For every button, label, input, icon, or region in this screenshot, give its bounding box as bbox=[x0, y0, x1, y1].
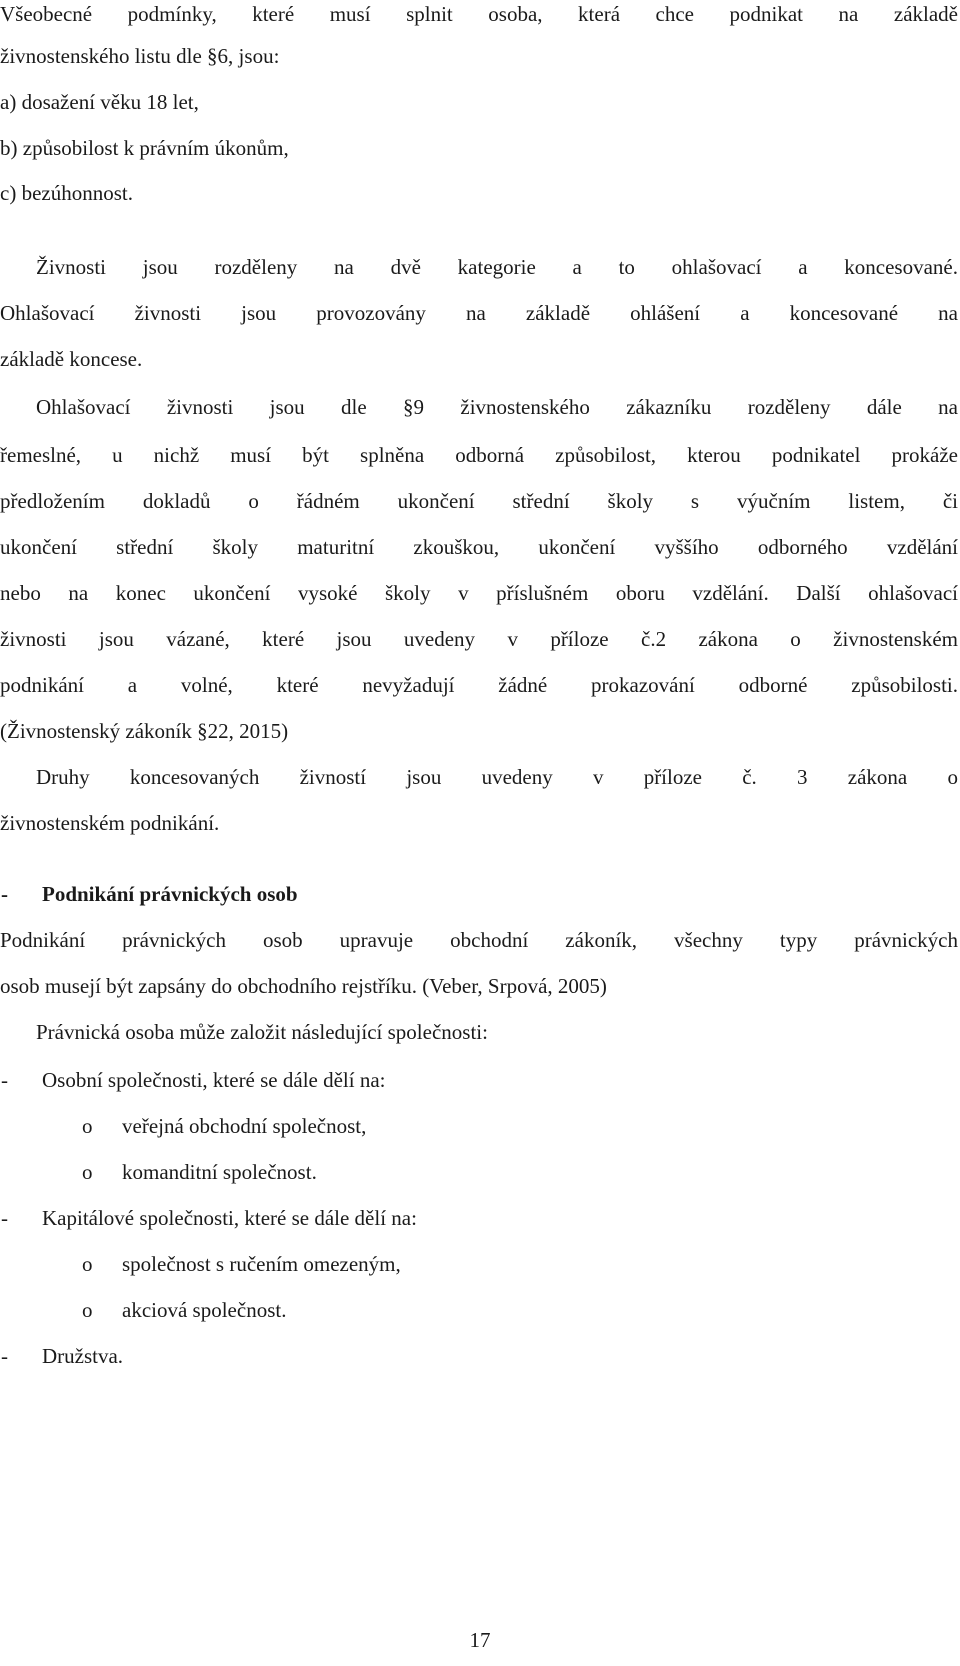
list-line-c: c) bezúhonnost. bbox=[0, 181, 133, 205]
dash-bullet: - bbox=[1, 1344, 8, 1368]
paragraph-line: živnostenského listu dle §6, jsou: bbox=[0, 44, 280, 68]
paragraph-line: Právnická osoba může založit následující společnosti: bbox=[36, 1020, 488, 1044]
list-item-text: společnost s ručením omezeným, bbox=[122, 1252, 401, 1276]
paragraph-line: osob musejí být zapsány do obchodního rejstříku. (Veber, Srpová, 2005) bbox=[0, 974, 607, 998]
list-item-text: Osobní společnosti, které se dále dělí na: bbox=[42, 1068, 386, 1092]
paragraph-line: nebo na konec ukončení vysoké školy v příslušném oboru vzdělání. Další ohlašovací bbox=[0, 581, 958, 605]
paragraph-line: Druhy koncesovaných živností jsou uvedeny v příloze č. 3 zákona o bbox=[36, 765, 958, 789]
heading-text: Podnikání právnických osob bbox=[42, 882, 298, 906]
paragraph-line: předložením dokladů o řádném ukončení střední školy s výučním listem, či bbox=[0, 489, 958, 513]
dash-bullet: - bbox=[1, 1068, 8, 1092]
list-line-a: a) dosažení věku 18 let, bbox=[0, 90, 199, 114]
paragraph-line: živnosti jsou vázané, které jsou uvedeny v příloze č.2 zákona o živnostenském bbox=[0, 627, 958, 651]
paragraph-line: Všeobecné podmínky, které musí splnit osoba, která chce podnikat na základě bbox=[0, 2, 958, 26]
paragraph-line: živnostenském podnikání. bbox=[0, 811, 220, 835]
list-item-text: Družstva. bbox=[42, 1344, 124, 1368]
dash-bullet: - bbox=[1, 1206, 8, 1230]
paragraph-line: Podnikání právnických osob upravuje obchodní zákoník, všechny typy právnických bbox=[0, 928, 958, 952]
circle-bullet: o bbox=[82, 1160, 93, 1184]
paragraph-line: Ohlašovací živnosti jsou dle §9 živnostenského zákazníku rozděleny dále na bbox=[36, 395, 958, 419]
circle-bullet: o bbox=[82, 1252, 93, 1276]
page-number: 17 bbox=[469, 1628, 491, 1652]
list-line-b: b) způsobilost k právním úkonům, bbox=[0, 136, 289, 160]
paragraph-line: Živnosti jsou rozděleny na dvě kategorie a to ohlašovací a koncesované. bbox=[36, 255, 958, 279]
list-item-text: Kapitálové společnosti, které se dále dělí na: bbox=[42, 1206, 417, 1230]
paragraph-line: ukončení střední školy maturitní zkouškou, ukončení vyššího odborného vzdělání bbox=[0, 535, 958, 559]
list-item-text: akciová společnost. bbox=[122, 1298, 287, 1322]
paragraph-line: základě koncese. bbox=[0, 347, 143, 371]
paragraph-line: řemeslné, u nichž musí být splněna odborná způsobilost, kterou podnikatel prokáže bbox=[0, 443, 958, 467]
circle-bullet: o bbox=[82, 1114, 93, 1138]
paragraph-line: Ohlašovací živnosti jsou provozovány na základě ohlášení a koncesované na bbox=[0, 301, 958, 325]
list-item-text: komanditní společnost. bbox=[122, 1160, 317, 1184]
heading-marker: - bbox=[1, 882, 8, 906]
circle-bullet: o bbox=[82, 1298, 93, 1322]
list-item-text: veřejná obchodní společnost, bbox=[122, 1114, 367, 1138]
citation: (Živnostenský zákoník §22, 2015) bbox=[0, 719, 289, 743]
paragraph-line: podnikání a volné, které nevyžadují žádné prokazování odborné způsobilosti. bbox=[0, 673, 958, 697]
